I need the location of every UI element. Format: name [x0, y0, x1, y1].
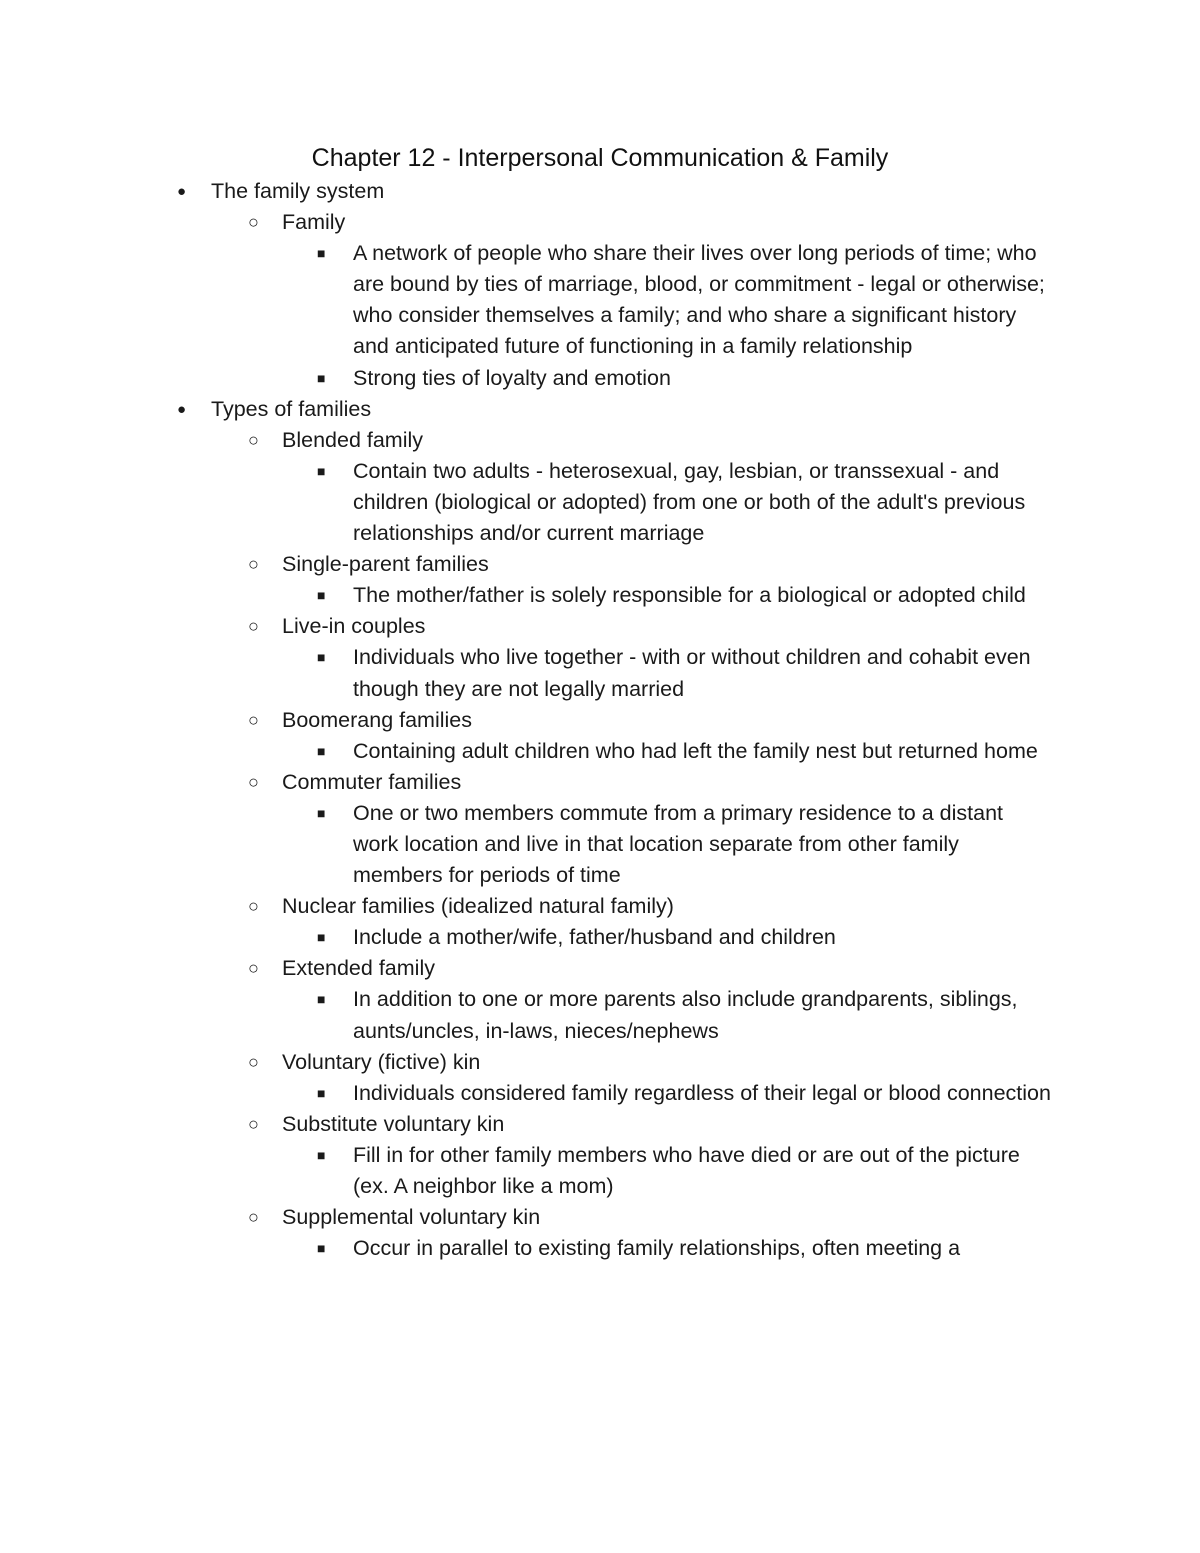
detail-text: Fill in for other family members who have died or are out of the picture (ex. A neighbor like a mom)	[353, 1142, 1020, 1198]
detail-item	[0, 363, 1200, 394]
subsection-item	[0, 549, 1200, 611]
bullet-square-icon: ■	[317, 1240, 326, 1257]
bullet-circle-icon: ○	[248, 709, 259, 730]
bullet-circle-icon: ○	[248, 554, 259, 575]
detail-item	[0, 1140, 1200, 1202]
bullet-circle-icon: ○	[248, 958, 259, 979]
bullet-square-icon: ■	[317, 649, 326, 666]
subsection-label: Voluntary (fictive) kin	[282, 1049, 481, 1074]
section-heading: The family system	[211, 179, 385, 203]
bullet-square-icon: ■	[317, 991, 326, 1008]
subsection-label: Substitute voluntary kin	[282, 1111, 505, 1136]
detail-item	[0, 922, 1200, 953]
bullet-circle-icon: ○	[248, 616, 259, 637]
subsection-label: Live-in couples	[282, 614, 426, 639]
bullet-square-icon: ■	[317, 369, 326, 386]
bullet-square-icon: ■	[317, 245, 326, 262]
outline-list	[0, 176, 1200, 1264]
bullet-circle-icon: ○	[248, 1113, 259, 1134]
bullet-circle-icon: ○	[248, 1207, 259, 1228]
detail-text: Occur in parallel to existing family relationships, often meeting a	[353, 1236, 961, 1261]
section-item	[0, 394, 1200, 1265]
detail-item	[0, 798, 1200, 891]
bullet-circle-icon: ○	[248, 771, 259, 792]
detail-item	[0, 736, 1200, 767]
subsection-label: Blended family	[282, 427, 424, 452]
subsection-label: Family	[282, 210, 346, 235]
detail-text: Contain two adults - heterosexual, gay, lesbian, or transsexual - and children (biological or adopted) from one or both of the adult's previous relationships and/or current marriage	[353, 458, 1026, 546]
bullet-square-icon: ■	[317, 804, 326, 821]
subsection-item	[0, 1202, 1200, 1264]
detail-item	[0, 984, 1200, 1046]
bullet-circle-icon: ○	[248, 429, 259, 450]
subsection-label: Commuter families	[282, 769, 462, 794]
subsection-item	[0, 207, 1200, 394]
subsection-item	[0, 1109, 1200, 1202]
subsection-item	[0, 767, 1200, 891]
detail-item	[0, 238, 1200, 362]
bullet-circle-icon: ○	[248, 1051, 259, 1072]
section-heading: Types of families	[211, 396, 372, 421]
bullet-circle-icon: ○	[248, 896, 259, 917]
detail-text: One or two members commute from a primary residence to a distant work location and live in that location separate from other family members for periods of time	[353, 800, 1004, 888]
page-title: Chapter 12 - Interpersonal Communication & Family	[311, 144, 889, 172]
bullet-disc-icon: ●	[177, 183, 187, 200]
detail-text: Strong ties of loyalty and emotion	[353, 365, 671, 390]
subsection-item	[0, 1047, 1200, 1109]
subsection-label: Single-parent families	[282, 552, 489, 577]
subsection-item	[0, 953, 1200, 1046]
detail-text: Include a mother/wife, father/husband and children	[353, 925, 836, 950]
detail-text: The mother/father is solely responsible for a biological or adopted child	[353, 583, 1026, 608]
detail-item	[0, 1078, 1200, 1109]
bullet-square-icon: ■	[317, 587, 326, 604]
section-item	[0, 176, 1200, 394]
bullet-square-icon: ■	[317, 1146, 326, 1163]
subsection-item	[0, 891, 1200, 953]
bullet-square-icon: ■	[317, 929, 326, 946]
detail-text: A network of people who share their lives over long periods of time; who are bound by ties of marriage, blood, or commitment - legal or otherwise; who consider themselves a family; and who share a significant history and anticipated future of functioning in a family relationship	[353, 241, 1045, 359]
detail-item	[0, 580, 1200, 611]
subsection-item	[0, 611, 1200, 704]
detail-text: Individuals considered family regardless of their legal or blood connection	[353, 1080, 1051, 1105]
detail-text: In addition to one or more parents also include grandparents, siblings, aunts/uncles, in-laws, nieces/nephews	[353, 987, 1018, 1043]
detail-item	[0, 456, 1200, 549]
subsection-label: Nuclear families (idealized natural family)	[282, 894, 674, 919]
detail-item	[0, 1233, 1200, 1264]
bullet-square-icon: ■	[317, 742, 326, 759]
subsection-item	[0, 425, 1200, 549]
subsection-item	[0, 705, 1200, 767]
detail-item	[0, 642, 1200, 704]
subsection-label: Supplemental voluntary kin	[282, 1205, 541, 1230]
bullet-square-icon: ■	[317, 462, 326, 479]
bullet-circle-icon: ○	[248, 212, 259, 233]
detail-text: Individuals who live together - with or without children and cohabit even though they are not legally married	[353, 645, 1031, 701]
detail-text: Containing adult children who had left the family nest but returned home	[353, 738, 1038, 763]
bullet-square-icon: ■	[317, 1084, 326, 1101]
subsection-label: Boomerang families	[282, 707, 473, 732]
bullet-disc-icon: ●	[177, 400, 187, 418]
subsection-label: Extended family	[282, 956, 435, 981]
